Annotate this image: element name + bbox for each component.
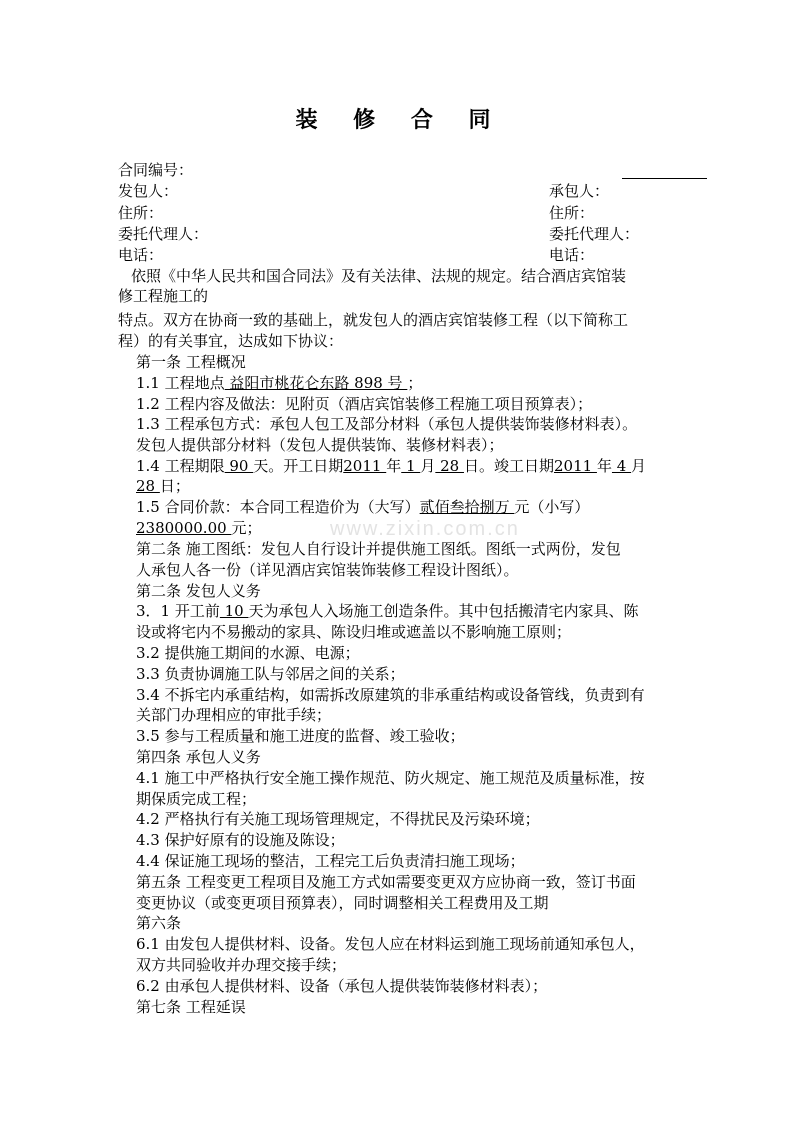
clause-text: 月 — [420, 457, 436, 475]
clause-text: 天。开工日期 — [253, 457, 344, 475]
party-a-phone-label: 电话： — [118, 246, 164, 264]
start-month: 1 — [401, 457, 421, 475]
article-5-cont: 变更协议（或变更项目预算表），同时调整相关工程费用及工期 — [136, 894, 549, 912]
clause-1-5-cont — [136, 518, 706, 538]
contract-number-blank — [622, 178, 707, 179]
watermark: www.zixin.com.cn — [330, 518, 520, 540]
price-uppercase: 贰佰叁拾捌万 — [419, 498, 515, 516]
article-4-heading: 第四条 承包人义务 — [136, 748, 261, 766]
clause-1-4 — [136, 456, 706, 476]
article-3-heading: 第二条 发包人义务 — [136, 582, 261, 600]
clause-1-3-cont: 发包人提供部分材料（发包人提供装饰、装修材料表）； — [136, 436, 504, 454]
clause-1-5 — [136, 497, 706, 517]
clause-text: 日。竣工日期 — [463, 457, 554, 475]
intro-line: 程）的有关事宜，达成如下协议： — [118, 332, 344, 350]
clause-text: 元（小写） — [514, 498, 590, 516]
party-a-agent-label: 委托代理人： — [118, 225, 209, 243]
clause-text: 3．1 开工前 — [136, 602, 220, 620]
start-day: 28 — [435, 457, 464, 475]
party-a-label: 发包人： — [118, 182, 179, 200]
start-year: 2011 — [343, 457, 387, 475]
intro-line: 特点。双方在协商一致的基础上，就发包人的酒店宾馆装修工程（以下简称工 — [118, 311, 629, 329]
end-year: 2011 — [553, 457, 597, 475]
clause-3-4-cont: 关部门办理相应的审批手续； — [136, 706, 332, 724]
clause-1-3: 1.3 工程承包方式：承包人包工及部分材料（承包人提供装饰装修材料表）。 — [136, 415, 638, 433]
party-b-address-label: 住所： — [549, 204, 595, 222]
clause-text: 1.5 合同价款：本合同工程造价为（大写） — [136, 498, 420, 516]
clause-4-4: 4.4 保证施工现场的整洁，工程完工后负责清扫施工现场； — [136, 852, 525, 870]
clause-6-2: 6.2 由承包人提供材料、设备（承包人提供装饰装修材料表）； — [136, 977, 548, 995]
duration-days: 90 — [224, 457, 254, 475]
clause-3-1-cont: 设或将宅内不易搬动的家具、陈设归堆或遮盖以不影响施工原则； — [136, 623, 572, 641]
article-2: 第二条 施工图纸：发包人自行设计并提供施工图纸。图纸一式两份，发包 — [136, 540, 621, 558]
project-location: 益阳市桃花仑东路 898 号 — [224, 374, 408, 392]
clause-4-1-cont: 期保质完成工程； — [136, 790, 257, 808]
contract-number-label: 合同编号： — [118, 161, 194, 179]
article-5: 第五条 工程变更工程项目及施工方式如需要变更双方应协商一致，签订书面 — [136, 873, 636, 891]
clause-1-1 — [136, 373, 706, 393]
party-b-phone-label: 电话： — [549, 246, 595, 264]
clause-1-2: 1.2 工程内容及做法：见附页（酒店宾馆装修工程施工项目预算表）； — [136, 395, 593, 413]
end-day: 28 — [136, 477, 160, 495]
end-month: 4 — [611, 457, 632, 475]
document-title: 装 修 合 同 — [295, 107, 505, 133]
intro-line: 修工程施工的 — [118, 287, 209, 305]
clause-text: 月 — [631, 457, 647, 475]
clause-text: ； — [407, 374, 423, 392]
clause-text: 元； — [231, 519, 262, 537]
party-b-agent-label: 委托代理人： — [549, 225, 640, 243]
clause-4-2: 4.2 严格执行有关施工现场管理规定，不得扰民及污染环境； — [136, 810, 540, 828]
clause-6-1-cont: 双方共同验收并办理交接手续； — [136, 956, 347, 974]
intro-line: 依照《中华人民共和国合同法》及有关法律、法规的规定。结合酒店宾馆装 — [131, 267, 627, 285]
clause-text: 天为承包人入场施工创造条件。其中包括搬清宅内家具、陈 — [248, 602, 639, 620]
clause-3-3: 3.3 负责协调施工队与邻居之间的关系； — [136, 665, 405, 683]
clause-4-1: 4.1 施工中严格执行安全施工操作规范、防火规定、施工规范及质量标准，按 — [136, 769, 645, 787]
price-numeric: 2380000.00 — [136, 519, 232, 537]
prep-days: 10 — [219, 602, 249, 620]
party-a-address-label: 住所： — [118, 204, 164, 222]
clause-text: 年 — [386, 457, 402, 475]
clause-3-2: 3.2 提供施工期间的水源、电源； — [136, 644, 360, 662]
article-7-heading: 第七条 工程延误 — [136, 998, 246, 1016]
article-1-heading: 第一条 工程概况 — [136, 353, 246, 371]
clause-4-3: 4.3 保护好原有的设施及陈设； — [136, 831, 345, 849]
clause-text: 1.1 工程地点 — [136, 374, 225, 392]
clause-3-4: 3.4 不拆宅内承重结构，如需拆改原建筑的非承重结构或设备管线，负责到有 — [136, 686, 645, 704]
clause-text: 日； — [159, 477, 190, 495]
article-6-heading: 第六条 — [136, 914, 182, 932]
clause-text: 年 — [596, 457, 612, 475]
party-b-label: 承包人： — [549, 182, 610, 200]
clause-text: 1.4 工程期限 — [136, 457, 225, 475]
clause-1-4-cont — [136, 476, 706, 496]
clause-3-5: 3.5 参与工程质量和施工进度的监督、竣工验收； — [136, 727, 465, 745]
clause-6-1: 6.1 由发包人提供材料、设备。发包人应在材料运到施工现场前通知承包人， — [136, 935, 645, 953]
article-2-cont: 人承包人各一份（详见酒店宾馆装饰装修工程设计图纸）。 — [136, 561, 519, 579]
clause-3-1 — [136, 601, 706, 621]
